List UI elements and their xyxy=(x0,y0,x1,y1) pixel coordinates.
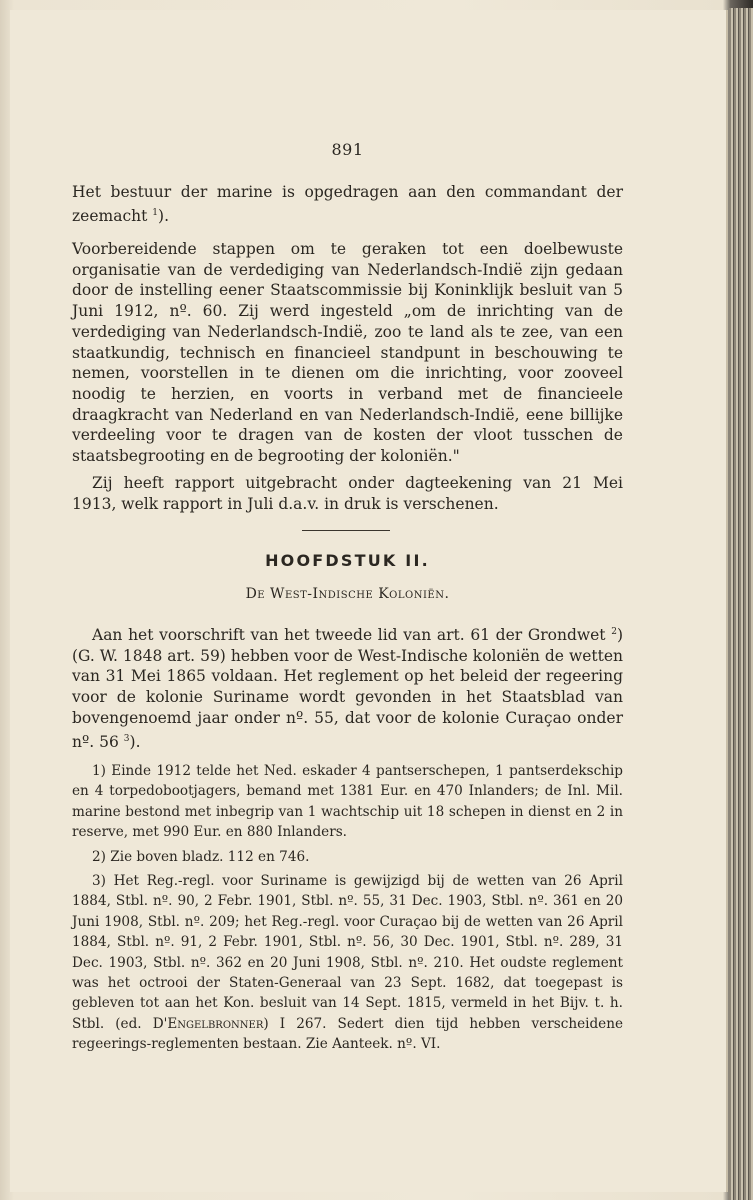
paragraph-2: Voorbereidende stappen om te geraken tot een doelbewuste organisatie van de verdediging van Nederlandsch-Indië zijn gedaan door de instelling eener Staatscommissie bij Koninklijk besluit van 5 Juni 1912, nº. 60. Zij werd ingesteld „om de inrichting van de verdediging van Nederlandsch-Indië, zoo te land als te zee, van een staatkundig, technisch en financieel standpunt in beschouwing te nemen, voorstellen in te dienen om die inrichting, voor zooveel noodig te herzien, en voorts in verband met de financieele draagkracht van Nederland en van Nederlandsch-Indië, eene billijke verdeeling voor te dragen van de kosten der vloot tusschen de staatsbegrooting en de begrooting der koloniën." xyxy=(72,240,623,466)
page-stack-edge xyxy=(729,8,753,1200)
footnote-3 xyxy=(72,871,623,1055)
footnote-ref-3: 3 xyxy=(123,733,130,744)
paragraph-4 xyxy=(72,622,623,752)
section-divider xyxy=(302,530,390,531)
chapter-title: HOOFDSTUK II. xyxy=(265,551,430,570)
book-page xyxy=(10,10,728,1192)
footnotes xyxy=(72,761,623,1055)
paragraph-1-text: Het bestuur der marine is opgedragen aan den commandant der zeemacht xyxy=(72,183,623,225)
footnote-3-text-b: ) I 267. Sedert dien tijd hebben verscheidene regeerings-reglementen bestaan. Zie Aanteek. nº. VI. xyxy=(72,1015,624,1053)
paragraph-1-end: ). xyxy=(158,206,169,225)
page-number: 891 xyxy=(331,140,364,159)
paragraph-1 xyxy=(72,182,623,226)
footnote-ref-1: 1 xyxy=(152,207,159,218)
footnote-3-text-a: 3) Het Reg.-regl. voor Suriname is gewijzigd bij de wetten van 26 April 1884, Stbl. nº. 90, 2 Febr. 1901, Stbl. nº. 55, 31 Dec. 1903, Stbl. nº. 361 en 20 Juni 1908, Stbl. nº. 209; het Reg.-regl. voor Curaçao bij de wetten van 26 April 1884, Stbl. nº. 91, 2 Febr. 1901, Stbl. nº. 56, 30 Dec. 1901, Stbl. nº. 289, 31 Dec. 1903, Stbl. nº. 362 en 20 Juni 1908, Stbl. nº. 210. Het oudste reglement was het octrooi der Staten-Generaal van 23 Sept. 1682, dat toegepast is gebleven tot aan het Kon. besluit van 14 Sept. 1815, vermeld in het Bijv. t. h. Stbl. (ed. xyxy=(72,873,623,1032)
section-title: De West-Indische Koloniën. xyxy=(245,586,450,602)
footnote-3-name: D'Engelbronner xyxy=(152,1015,264,1032)
footnote-ref-2: 2 xyxy=(611,627,617,637)
paragraph-3: Zij heeft rapport uitgebracht onder dagteekening van 21 Mei 1913, welk rapport in Juli d.a.v. in druk is verschenen. xyxy=(72,474,623,513)
paragraph-4-text-b: ) (G. W. 1848 art. 59) hebben voor de West-Indische koloniën de wetten van 31 Mei 1865 voldaan. Het reglement op het beleid der regeering voor de kolonie Suriname wordt gevonden in het Staatsblad van bovengenoemd jaar onder nº. 55, dat voor de kolonie Curaçao onder nº. 56 xyxy=(72,626,623,751)
footnote-1: 1) Einde 1912 telde het Ned. eskader 4 pantserschepen, 1 pantserdekschip en 4 torpedobootjagers, bemand met 1381 Eur. en 470 Inlanders; de Inl. Mil. marine bestond met inbegrip van 1 wachtschip uit 18 schepen in dienst en 2 in reserve, met 990 Eur. en 880 Inlanders. xyxy=(72,763,623,841)
paragraph-4-end: ). xyxy=(129,732,141,751)
footnote-2: 2) Zie boven bladz. 112 en 746. xyxy=(92,848,310,865)
paragraph-4-text-a: Aan het voorschrift van het tweede lid van art. 61 der Grondwet xyxy=(92,626,606,644)
